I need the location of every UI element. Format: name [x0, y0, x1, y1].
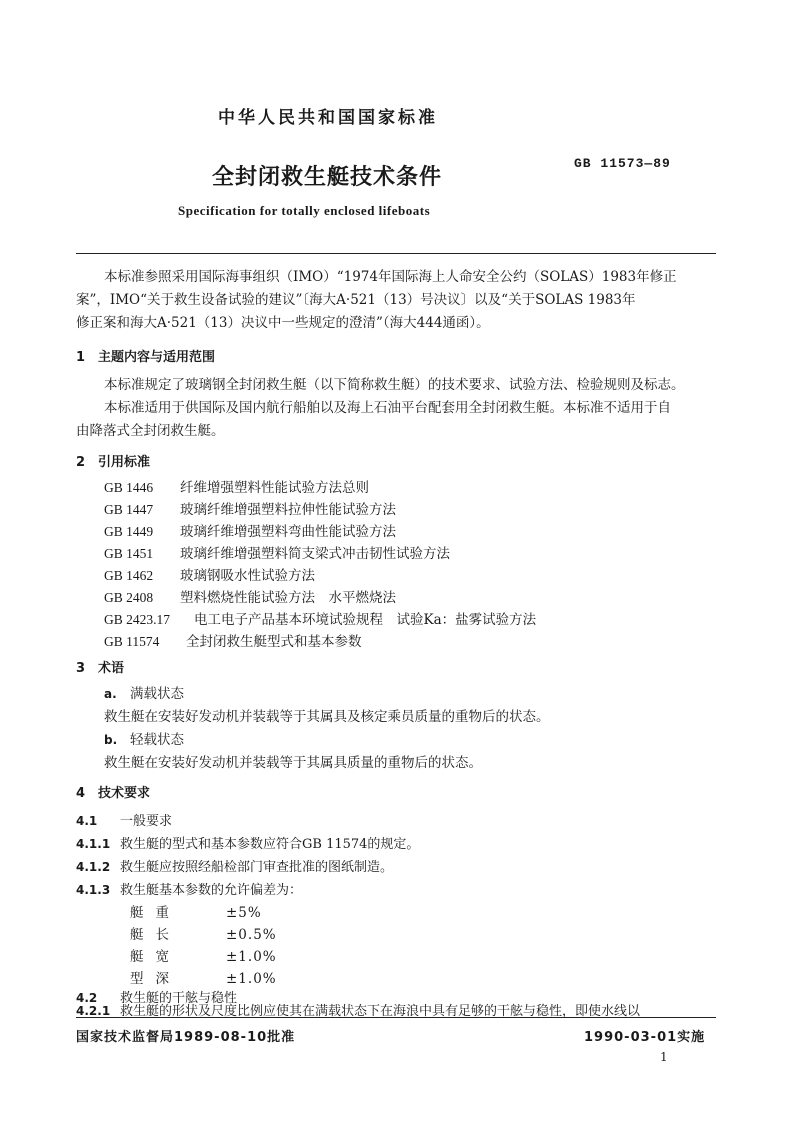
- clause-4-2-1: 4.2.1 救生艇的形状及尺度比例应使其在满载状态下在海浪中具有足够的干舷与稳性，即使水线以: [76, 1004, 641, 1019]
- reference-item: GB 1447 玻璃纤维增强塑料拉伸性能试验方法: [104, 502, 396, 518]
- section-number: 1: [76, 350, 86, 365]
- section-title: 技术要求: [98, 786, 151, 801]
- standard-code: GB 11573—89: [574, 156, 671, 171]
- footer-divider: [76, 1017, 716, 1018]
- tolerance-row: 型深 ±1.0%: [130, 971, 277, 987]
- section-3-heading: [76, 657, 124, 676]
- clause-4-2: 4.2 救生艇的干舷与稳性: [76, 991, 238, 1006]
- tolerance-row: 艇重 ±5%: [130, 905, 262, 921]
- approval-date: 国家技术监督局1989-08-10批准: [76, 1030, 296, 1045]
- tolerance-row: 艇长 ±0.5%: [130, 927, 277, 943]
- section-title: 引用标准: [98, 455, 151, 470]
- clause-4-1-1: 4.1.1 救生艇的型式和基本参数应符合GB 11574的规定。: [76, 837, 420, 852]
- section-1-para-1: 本标准规定了玻璃钢全封闭救生艇（以下简称救生艇）的技术要求、试验方法、检验规则及标志。: [104, 377, 685, 393]
- clause-4-1: 4.1 一般要求: [76, 814, 173, 829]
- section-number: 2: [76, 455, 86, 470]
- clause-4-1-3: 4.1.3 救生艇基本参数的允许偏差为：: [76, 883, 303, 898]
- clause-4-1-2: 4.1.2 救生艇应按照经船检部门审查批准的图纸制造。: [76, 860, 394, 875]
- reference-item: GB 11574 全封闭救生艇型式和基本参数: [104, 634, 362, 650]
- term-b: b. 轻载状态: [104, 732, 184, 748]
- effective-date: 1990-03-01实施: [584, 1030, 706, 1045]
- reference-item: GB 2408 塑料燃烧性能试验方法 水平燃烧法: [104, 590, 396, 606]
- reference-item: GB 1446 纤维增强塑料性能试验方法总则: [104, 480, 369, 496]
- page-number: 1: [660, 1050, 668, 1064]
- section-title: 术语: [98, 661, 125, 676]
- section-1-para-2-line-1: 本标准适用于供国际及国内航行船舶以及海上石油平台配套用全封闭救生艇。本标准不适用于自: [104, 400, 671, 416]
- term-b-definition: 救生艇在安装好发动机并装载等于其属具质量的重物后的状态。: [104, 755, 482, 771]
- section-1-para-2-line-2: 由降落式全封闭救生艇。: [76, 423, 225, 439]
- section-4-heading: [76, 782, 150, 801]
- intro-line-3: 修正案和海大A·521（13）决议中一些规定的澄清”（海大444通函）。: [76, 315, 490, 331]
- section-1-heading: [76, 346, 215, 365]
- tolerance-row: 艇宽 ±1.0%: [130, 949, 277, 965]
- section-number: 3: [76, 661, 86, 676]
- section-number: 4: [76, 786, 86, 801]
- term-a-definition: 救生艇在安装好发动机并装载等于其属具及核定乘员质量的重物后的状态。: [104, 709, 550, 725]
- intro-line-2: 案”，IMO“关于救生设备试验的建议”〔海大A·521（13）号决议〕以及“关于SOLAS 1983年: [76, 292, 636, 308]
- reference-item: GB 2423.17 电工电子产品基本环境试验规程 试验Ka：盐雾试验方法: [104, 612, 537, 628]
- term-a: a. 满载状态: [104, 686, 184, 702]
- reference-item: GB 1449 玻璃纤维增强塑料弯曲性能试验方法: [104, 524, 396, 540]
- header-divider: [76, 253, 716, 254]
- reference-item: GB 1451 玻璃纤维增强塑料简支梁式冲击韧性试验方法: [104, 546, 450, 562]
- intro-line-1: 本标准参照采用国际海事组织（IMO）“1974年国际海上人命安全公约（SOLAS）1983年修正: [104, 269, 677, 285]
- section-2-heading: [76, 451, 150, 470]
- reference-item: GB 1462 玻璃钢吸水性试验方法: [104, 568, 315, 584]
- english-title: Specification for totally enclosed lifeboats: [178, 203, 431, 218]
- section-title: 主题内容与适用范围: [98, 350, 216, 365]
- document-title: 全封闭救生艇技术条件: [212, 165, 443, 190]
- country-standard-title: 中华人民共和国国家标准: [218, 108, 438, 128]
